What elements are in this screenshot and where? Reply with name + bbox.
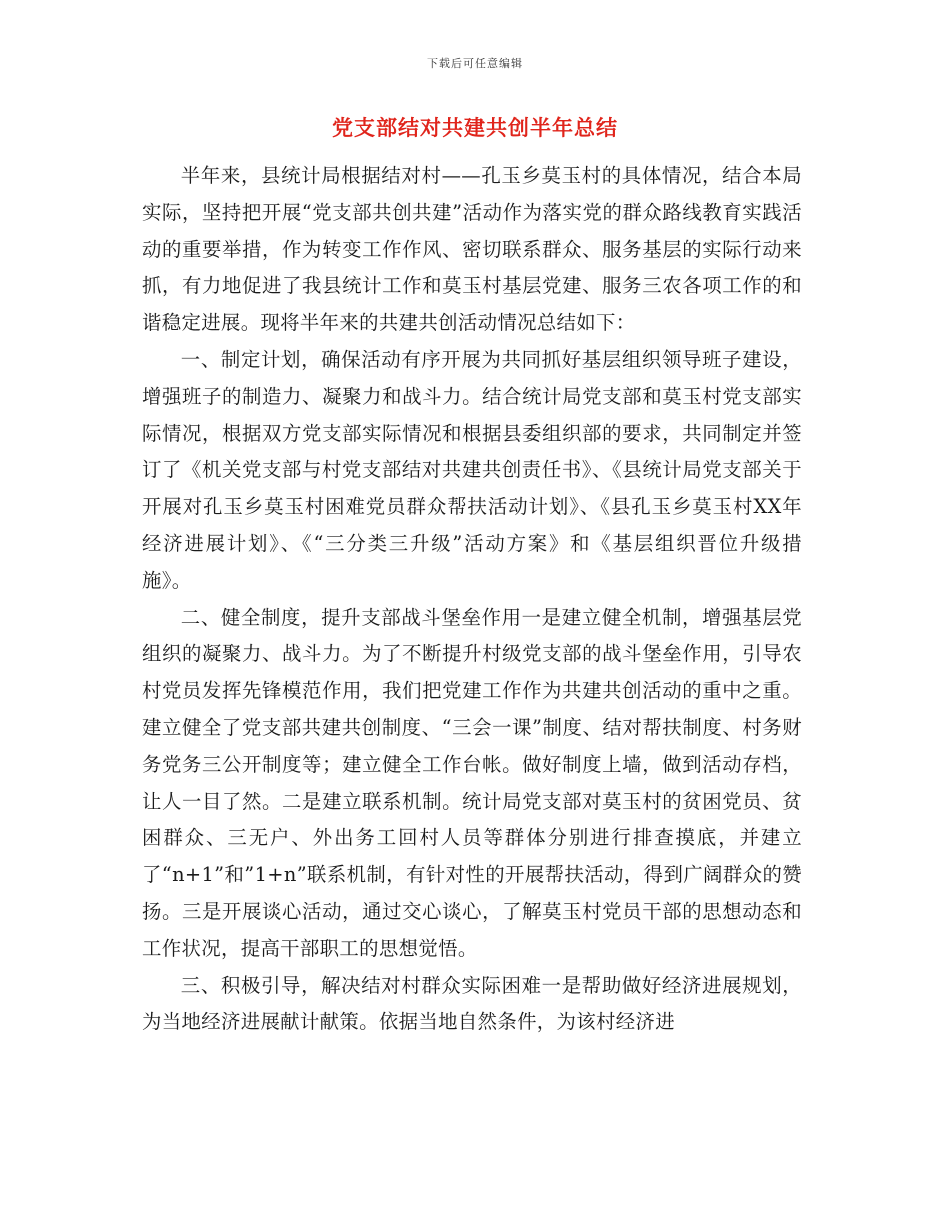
document-title: 党支部结对共建共创半年总结 bbox=[332, 115, 618, 140]
paragraph-section-3: 三、积极引导，解决结对村群众实际困难一是帮助做好经济进展规划，为当地经济进展献计献策。依据当地自然条件，为该村经济进 bbox=[142, 973, 802, 1034]
paragraph-intro: 半年来，县统计局根据结对村——孔玉乡莫玉村的具体情况，结合本局实际，坚持把开展“党支部共创共建”活动作为落实党的群众路线教育实践活动的重要举措，作为转变工作作风、密切联系群众、服务基层的实际行动来抓，有力地促进了我县统计工作和莫玉村基层党建、服务三农各项工作的和谐稳定进展。现将半年来的共建共创活动情况总结如下： bbox=[142, 164, 802, 335]
document-body bbox=[142, 158, 802, 1041]
paragraph-section-2: 二、健全制度，提升支部战斗堡垒作用一是建立健全机制，增强基层党组织的凝聚力、战斗力。为了不断提升村级党支部的战斗堡垒作用，引导农村党员发挥先锋模范作用，我们把党建工作作为共建共创活动的重中之重。建立健全了党支部共建共创制度、“三会一课”制度、结对帮扶制度、村务财务党务三公开制度等；建立健全工作台帐。做好制度上墙，做到活动存档，让人一目了然。二是建立联系机制。统计局党支部对莫玉村的贫困党员、贫困群众、三无户、外出务工回村人员等群体分别进行排查摸底，并建立了“n+1”和”1+n”联系机制，有针对性的开展帮扶活动，得到广阔群众的赞扬。三是开展谈心活动，通过交心谈心，了解莫玉村党员干部的思想动态和工作状况，提高干部职工的思想觉悟。 bbox=[142, 605, 802, 960]
header-note: 下载后可任意编辑 bbox=[427, 57, 523, 70]
paragraph-section-1: 一、制定计划，确保活动有序开展为共同抓好基层组织领导班子建设，增强班子的制造力、凝聚力和战斗力。结合统计局党支部和莫玉村党支部实际情况，根据双方党支部实际情况和根据县委组织部的要求，共同制定并签订了《机关党支部与村党支部结对共建共创责任书》、《县统计局党支部关于开展对孔玉乡莫玉村困难党员群众帮扶活动计划》、《县孔玉乡莫玉村XX年经济进展计划》、《“三分类三升级”活动方案》和《基层组织晋位升级措施》。 bbox=[142, 347, 802, 592]
